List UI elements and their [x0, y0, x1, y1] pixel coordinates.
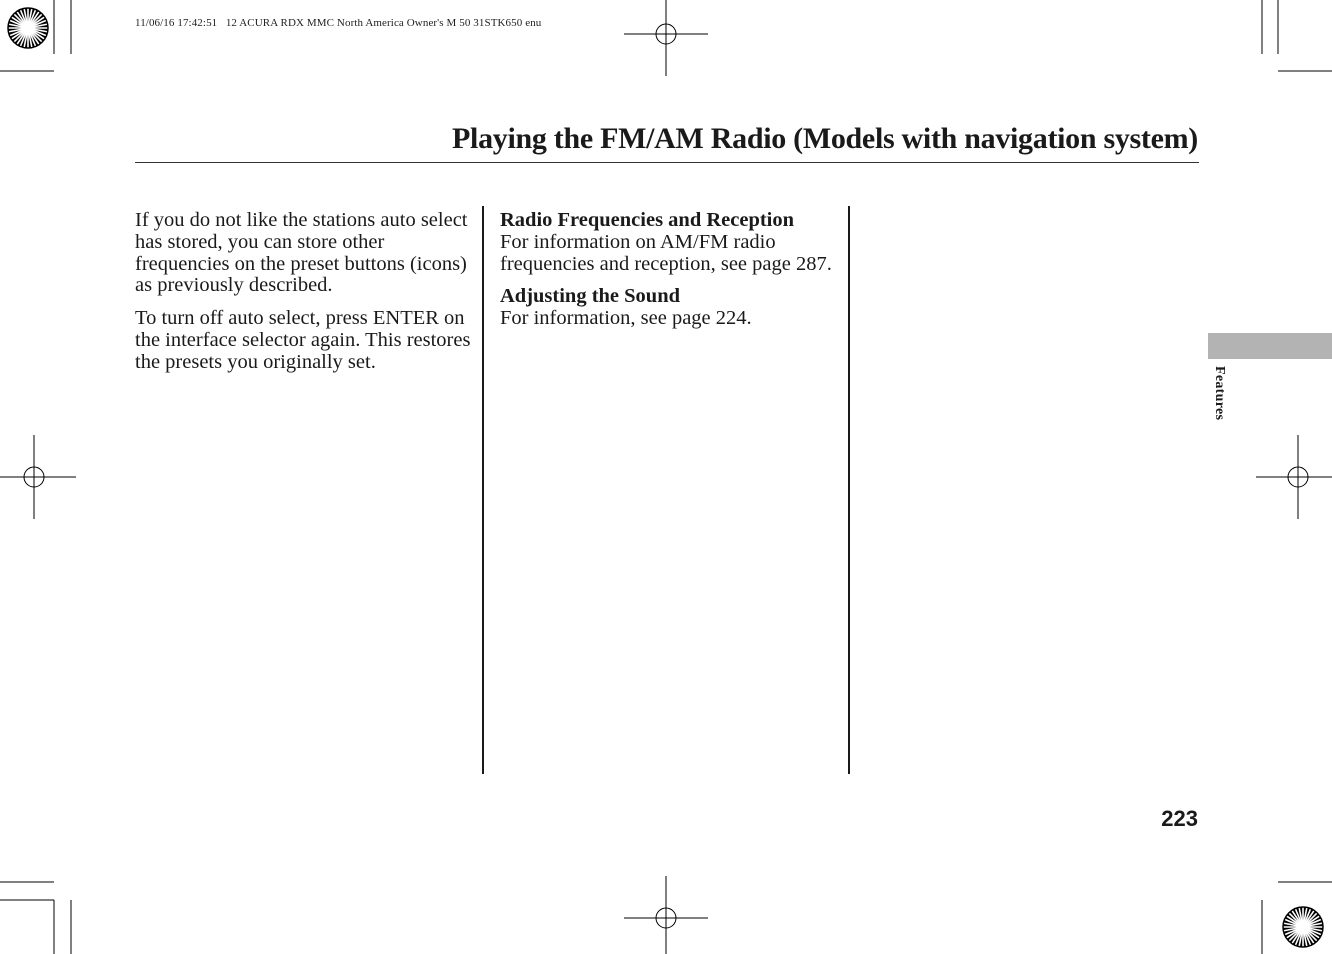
section-tab-label: Features [1212, 366, 1227, 421]
body-radio-frequencies: For information on AM/FM radio frequencies and reception, see page 287. [500, 230, 832, 275]
column-divider-left [482, 206, 484, 774]
heading-radio-frequencies: Radio Frequencies and Reception [500, 209, 795, 231]
paragraph-preset-stations: If you do not like the stations auto select has stored, you can store other frequencies on the preset buttons (icons) as previously described. [135, 209, 468, 297]
heading-adjusting-sound: Adjusting the Sound [500, 285, 681, 308]
page-number: 223 [1161, 806, 1198, 831]
print-job-info: 11/06/16 17:42:51 12 ACURA RDX MMC North America Owner's M 50 31STK650 enu [135, 17, 542, 29]
page-title: Playing the FM/AM Radio (Models with navigation system) [452, 122, 1198, 155]
text-column-left [135, 210, 475, 385]
section-radio-frequencies [500, 210, 840, 275]
section-tab-marker [1208, 333, 1332, 359]
title-rule [135, 162, 1199, 163]
body-adjusting-sound: For information, see page 224. [500, 307, 752, 330]
section-adjusting-sound [500, 286, 840, 330]
column-divider-right [848, 206, 850, 774]
text-column-middle [500, 210, 840, 341]
paragraph-turn-off-auto-select: To turn off auto select, press ENTER on the interface selector again. This restores the presets you originally set. [135, 307, 471, 373]
